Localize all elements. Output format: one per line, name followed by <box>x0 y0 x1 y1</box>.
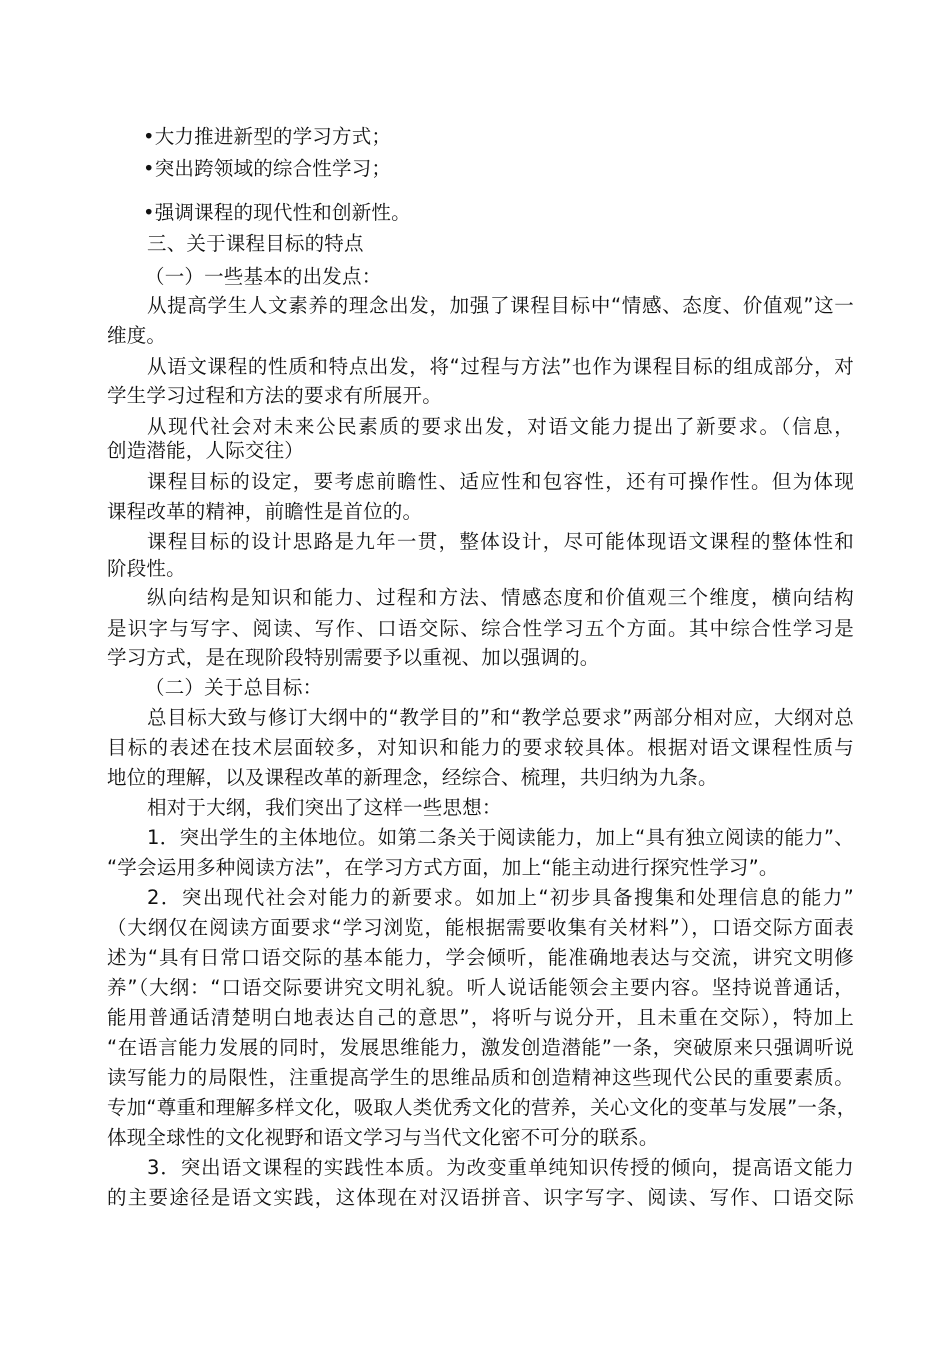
paragraph-line: 阶段性。 <box>107 557 186 580</box>
paragraph-line: （大纲仅在阅读方面要求“学习浏览，能根据需要收集有关材料”），口语交际方面表 <box>107 916 854 939</box>
bullet-item: •大力推进新型的学习方式； <box>143 125 392 148</box>
bullet-item: •突出跨领域的综合性学习； <box>143 157 392 180</box>
paragraph-line: 3．突出语文课程的实践性本质。为改变重单纯知识传授的倾向，提高语文能力 <box>147 1156 854 1179</box>
section-heading: 三、关于课程目标的特点 <box>147 232 364 255</box>
paragraph-line: 总目标大致与修订大纲中的“教学目的”和“教学总要求”两部分相对应，大纲对总 <box>147 706 854 729</box>
paragraph-line: 相对于大纲，我们突出了这样一些思想： <box>147 796 502 819</box>
subsection-heading: （二）关于总目标： <box>145 676 323 699</box>
paragraph-line: 专加“尊重和理解多样文化，吸取人类优秀文化的营养，关心文化的变革与发展”一条， <box>107 1096 857 1119</box>
paragraph-line: 1．突出学生的主体地位。如第二条关于阅读能力，加上“具有独立阅读的能力”、 <box>147 826 854 849</box>
paragraph-line: “在语言能力发展的同时，发展思维能力，激发创造潜能”一条，突破原来只强调听说 <box>107 1036 854 1059</box>
paragraph-line: 维度。 <box>107 324 167 347</box>
paragraph-line: 是识字与写字、阅读、写作、口语交际、综合性学习五个方面。其中综合性学习是 <box>107 617 854 640</box>
paragraph-line: 2．突出现代社会对能力的新要求。如加上“初步具备搜集和处理信息的能力” <box>147 886 854 909</box>
paragraph-line: 从语文课程的性质和特点出发，将“过程与方法”也作为课程目标的组成部分，对 <box>147 355 854 378</box>
paragraph-line: 学生学习过程和方法的要求有所展开。 <box>107 384 442 407</box>
paragraph-line: 地位的理解，以及课程改革的新理念，经综合、梳理，共归纳为九条。 <box>107 766 718 789</box>
paragraph-line: 读写能力的局限性，注重提高学生的思维品质和创造精神这些现代公民的重要素质。 <box>107 1066 854 1089</box>
bullet-item: •强调课程的现代性和创新性。 <box>143 201 411 224</box>
paragraph-line: 目标的表述在技术层面较多，对知识和能力的要求较具体。根据对语文课程性质与 <box>107 736 854 759</box>
paragraph-line: 创造潜能，人际交往） <box>107 439 305 462</box>
paragraph-line: 纵向结构是知识和能力、过程和方法、情感态度和价值观三个维度，横向结构 <box>147 586 854 609</box>
paragraph-line: “学会运用多种阅读方法”，在学习方式方面，加上“能主动进行探究性学习”。 <box>107 856 779 879</box>
paragraph-line: 学习方式，是在现阶段特别需要予以重视、加以强调的。 <box>107 646 600 669</box>
paragraph-line: 的主要途径是语文实践，这体现在对汉语拼音、识字写字、阅读、写作、口语交际 <box>107 1186 854 1209</box>
paragraph-line: 体现全球性的文化视野和语文学习与当代文化密不可分的联系。 <box>107 1126 659 1149</box>
paragraph-line: 从提高学生人文素养的理念出发，加强了课程目标中“情感、态度、价值观”这一 <box>147 294 854 317</box>
paragraph-line: 从现代社会对未来公民素质的要求出发，对语文能力提出了新要求。（信息， <box>147 415 854 438</box>
paragraph-line: 课程目标的设定，要考虑前瞻性、适应性和包容性，还有可操作性。但为体现 <box>147 470 854 493</box>
paragraph-line: 述为“具有日常口语交际的基本能力，学会倾听，能准确地表达与交流，讲究文明修 <box>107 946 854 969</box>
paragraph-line: 课程改革的精神，前瞻性是首位的。 <box>107 500 423 523</box>
paragraph-line: 养”（大纲：“口语交际要讲究文明礼貌。听人说话能领会主要内容。坚持说普通话， <box>107 976 854 999</box>
subsection-heading: （一）一些基本的出发点： <box>145 265 382 288</box>
paragraph-line: 课程目标的设计思路是九年一贯，整体设计，尽可能体现语文课程的整体性和 <box>147 530 854 553</box>
paragraph-line: 能用普通话清楚明白地表达自己的意思”，将听与说分开，且未重在交际），特加上 <box>107 1006 854 1029</box>
